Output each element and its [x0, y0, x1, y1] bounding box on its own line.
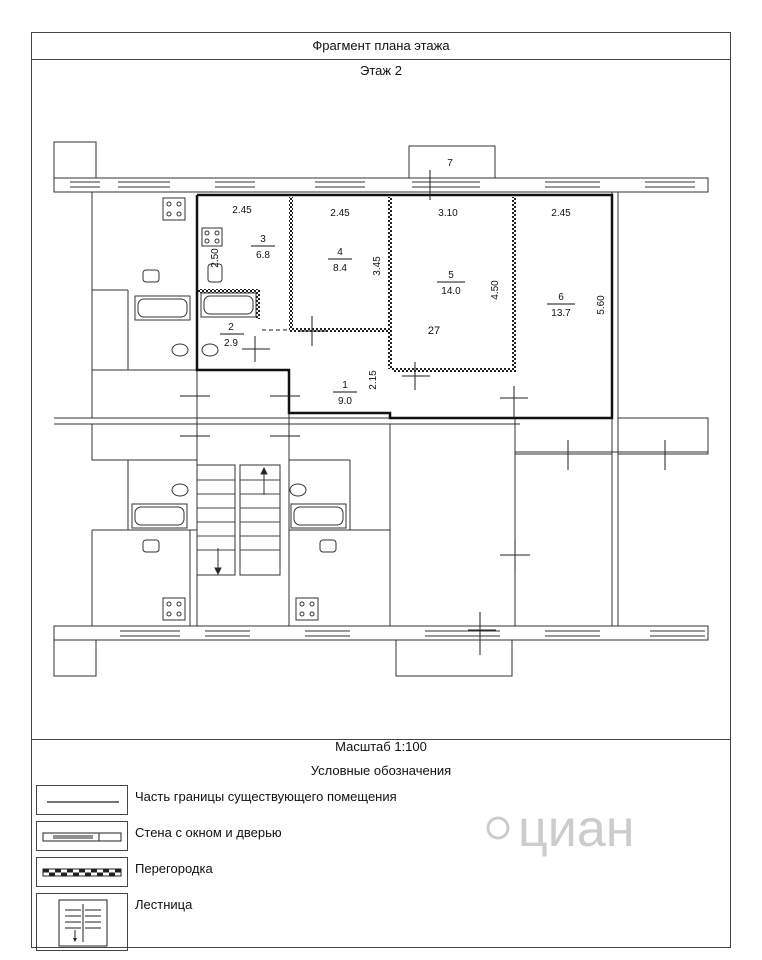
room-area-1: 9.0	[338, 396, 352, 407]
room-number-2: 2	[228, 322, 234, 333]
legend-label: Перегородка	[135, 861, 213, 876]
dimension-label: 4.50	[490, 280, 501, 300]
room-number-5: 5	[448, 270, 454, 281]
south-wall	[54, 626, 708, 640]
legend-label: Стена с окном и дверью	[135, 825, 282, 840]
partitions	[198, 197, 516, 372]
room-area-2: 2.9	[224, 338, 238, 349]
room-area-5: 14.0	[441, 286, 461, 297]
room-area-4: 8.4	[333, 263, 347, 274]
dimension-label: 2.45	[330, 208, 350, 219]
dimension-label: 5.60	[596, 295, 607, 315]
room-area-3: 6.8	[256, 250, 270, 261]
dimension-label: 3.10	[438, 208, 458, 219]
apartment-number: 27	[427, 325, 441, 337]
dimension-label: 3.45	[372, 256, 383, 276]
room-number-6: 6	[558, 292, 564, 303]
dimension-label: 2.15	[368, 370, 379, 390]
room-number-4: 4	[337, 247, 343, 258]
legend-label: Часть границы существующего помещения	[135, 789, 397, 804]
scale-label: Масштаб 1:100	[335, 739, 427, 754]
dimension-label: 2.50	[210, 248, 221, 268]
room-area-6: 13.7	[551, 308, 571, 319]
watermark-text: циан	[518, 800, 635, 858]
balcony-south	[396, 640, 512, 676]
room-number-3: 3	[260, 234, 266, 245]
legend-title: Условные обозначения	[310, 763, 452, 778]
room-number-1: 1	[342, 380, 348, 391]
room-number-7: 7	[447, 158, 453, 169]
legend-label: Лестница	[135, 897, 193, 912]
dimension-label: 2.45	[232, 205, 252, 216]
sheet-title: Фрагмент плана этажа	[32, 33, 730, 60]
floor-label: Этаж 2	[360, 63, 402, 78]
dimension-label: 2.45	[551, 208, 571, 219]
watermark-logo	[470, 790, 670, 875]
north-wall	[54, 178, 708, 192]
